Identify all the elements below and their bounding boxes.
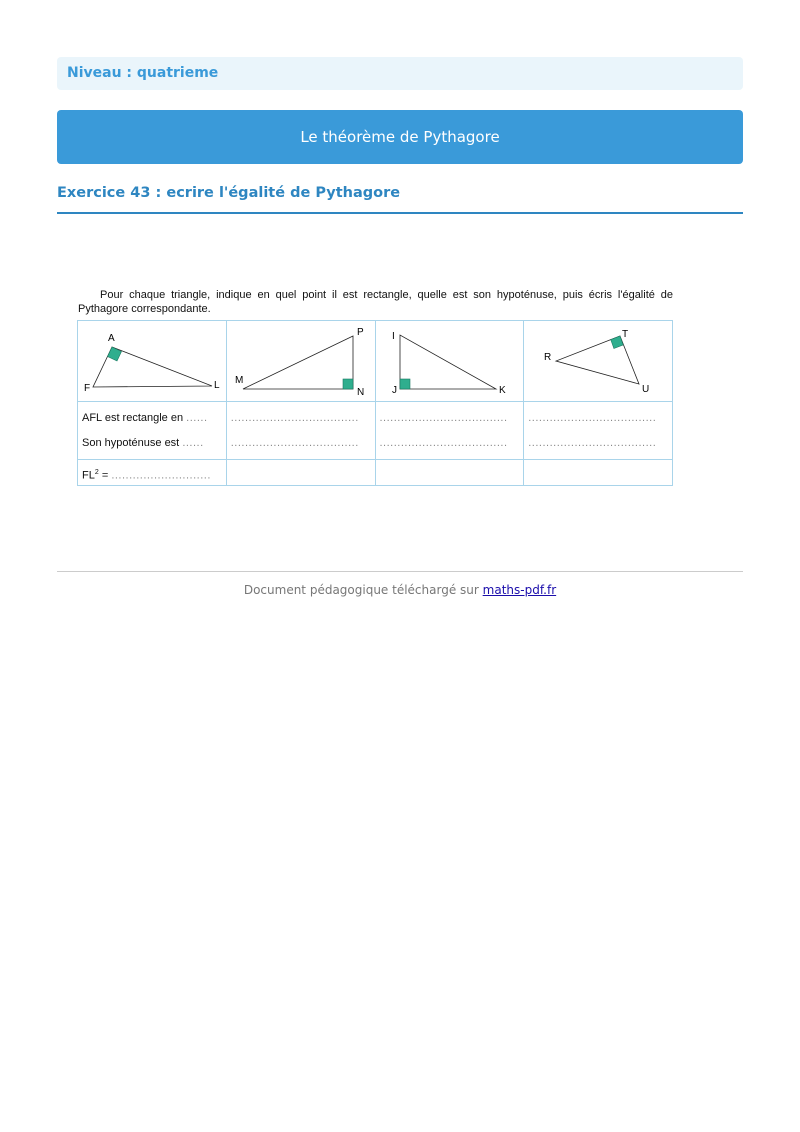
equation-side: FL xyxy=(82,469,95,482)
exercise-table xyxy=(77,320,673,486)
equation-cell-pmn[interactable] xyxy=(226,460,375,486)
answer-row xyxy=(78,402,673,460)
vertex-t-label: T xyxy=(622,329,629,340)
footer-divider xyxy=(57,571,743,572)
equation-line xyxy=(78,460,226,485)
vertex-l-label: L xyxy=(214,380,220,391)
hypotenuse-prompt-line xyxy=(78,431,226,456)
course-title: Le théorème de Pythagore xyxy=(300,128,500,146)
triangle-ijk-figure xyxy=(375,321,524,402)
footer-link[interactable]: maths-pdf.fr xyxy=(482,583,557,597)
hypotenuse-answer-blank[interactable]: ...... xyxy=(182,436,204,449)
exercise-title: Exercice 43 : ecrire l'égalité de Pythagore xyxy=(57,185,401,201)
equation-exponent: 2 xyxy=(94,469,99,476)
equation-row xyxy=(78,460,673,486)
triangle-pmn-diagram xyxy=(227,321,375,401)
triangle-tru-diagram xyxy=(524,321,672,401)
footer-text: Document pédagogique téléchargé sur xyxy=(243,583,479,597)
vertex-k-label: K xyxy=(498,385,506,396)
hypotenuse-answer-blank-pmn[interactable]: .................................... xyxy=(230,436,359,449)
vertex-f-label: F xyxy=(84,383,91,394)
level-label: Niveau : quatrieme xyxy=(67,65,219,81)
vertex-j-label: J xyxy=(391,385,397,396)
rectangle-answer-blank-pmn[interactable]: .................................... xyxy=(230,411,359,424)
triangle-afl-figure xyxy=(78,321,227,402)
equation-cell xyxy=(78,460,227,486)
answer-cell-tru xyxy=(524,402,673,460)
vertex-m-label: M xyxy=(234,375,244,386)
hypotenuse-prompt: Son hypoténuse est xyxy=(82,436,180,449)
hypotenuse-answer-blank-ijk[interactable]: .................................... xyxy=(379,436,508,449)
answer-cell-pmn xyxy=(226,402,375,460)
prompt-cell xyxy=(78,402,227,460)
vertex-u-label: U xyxy=(642,384,650,395)
equation-cell-ijk[interactable] xyxy=(375,460,524,486)
exercise-title-underline xyxy=(57,212,743,214)
hypotenuse-answer-blank-tru[interactable]: .................................... xyxy=(528,436,657,449)
rectangle-prompt: AFL est rectangle en xyxy=(82,411,184,424)
course-title-banner xyxy=(57,110,743,164)
rectangle-answer-blank-ijk[interactable]: .................................... xyxy=(379,411,508,424)
level-badge xyxy=(57,57,743,90)
figure-row xyxy=(78,321,673,402)
rectangle-prompt-line xyxy=(78,406,226,431)
vertex-n-label: N xyxy=(356,387,364,398)
triangle-pmn-figure xyxy=(226,321,375,402)
vertex-i-label: I xyxy=(391,331,395,342)
equation-sign: = xyxy=(101,469,109,482)
triangle-tru-figure xyxy=(524,321,673,402)
rectangle-answer-blank[interactable]: ...... xyxy=(186,411,208,424)
rectangle-answer-blank-tru[interactable]: .................................... xyxy=(528,411,657,424)
vertex-a-label: A xyxy=(108,333,115,344)
vertex-r-label: R xyxy=(544,352,552,363)
answer-cell-ijk xyxy=(375,402,524,460)
triangle-ijk-diagram xyxy=(376,321,524,401)
equation-answer-blank[interactable]: ............................ xyxy=(111,469,211,482)
exercise-instructions: Pour chaque triangle, indique en quel point il est rectangle, quelle est son hypoténuse, puis écris l'égalité de Pythagore correspondante. xyxy=(78,289,673,315)
footer xyxy=(57,583,743,597)
equation-cell-tru[interactable] xyxy=(524,460,673,486)
triangle-afl-diagram xyxy=(78,321,226,401)
vertex-p-label: P xyxy=(356,327,364,338)
